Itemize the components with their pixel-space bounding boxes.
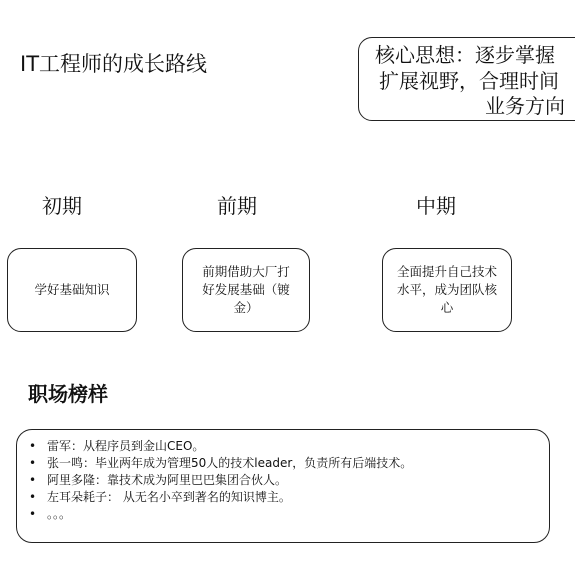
stage-label-early: 初期	[42, 194, 82, 218]
role-models-heading: 职场榜样	[28, 382, 108, 406]
bullet-icon: •	[29, 439, 37, 453]
core-idea-box	[358, 37, 575, 121]
diagram-title: IT工程师的成长路线	[20, 52, 208, 76]
stage-label-pre: 前期	[217, 194, 257, 218]
list-item-text: 左耳朵耗子： 从无名小卒到著名的知识博主。	[47, 490, 291, 504]
core-idea-line-2: 扩展视野，合理时间	[379, 69, 559, 93]
bullet-icon: •	[29, 473, 37, 487]
core-idea-line-3: 业务方向	[485, 94, 565, 118]
stage-text-mid: 全面提升自己技术水平，成为团队核心	[397, 264, 498, 315]
list-item	[29, 472, 412, 489]
stage-box-early	[7, 248, 137, 332]
stage-text-pre: 前期借助大厂打好发展基础（镀金）	[202, 264, 290, 315]
list-item	[29, 506, 412, 523]
bullet-icon: •	[29, 456, 37, 470]
list-item-text: 张一鸣：毕业两年成为管理50人的技术leader，负责所有后端技术。	[47, 456, 413, 470]
list-item-text: 阿里多隆：靠技术成为阿里巴巴集团合伙人。	[47, 473, 288, 487]
stage-text-early: 学好基础知识	[34, 282, 110, 297]
stage-box-mid	[382, 248, 512, 332]
role-models-box	[16, 429, 550, 543]
list-item-text: 雷军：从程序员到金山CEO。	[47, 439, 205, 453]
stage-label-mid: 中期	[416, 194, 456, 218]
bullet-icon: •	[29, 490, 37, 504]
list-item-text: 。。。	[47, 507, 72, 521]
role-models-list	[29, 438, 412, 523]
stage-box-pre	[182, 248, 310, 332]
list-item	[29, 438, 412, 455]
list-item	[29, 489, 412, 506]
core-idea-line-1: 核心思想：逐步掌握	[375, 43, 555, 67]
list-item	[29, 455, 412, 472]
bullet-icon: •	[29, 507, 37, 521]
